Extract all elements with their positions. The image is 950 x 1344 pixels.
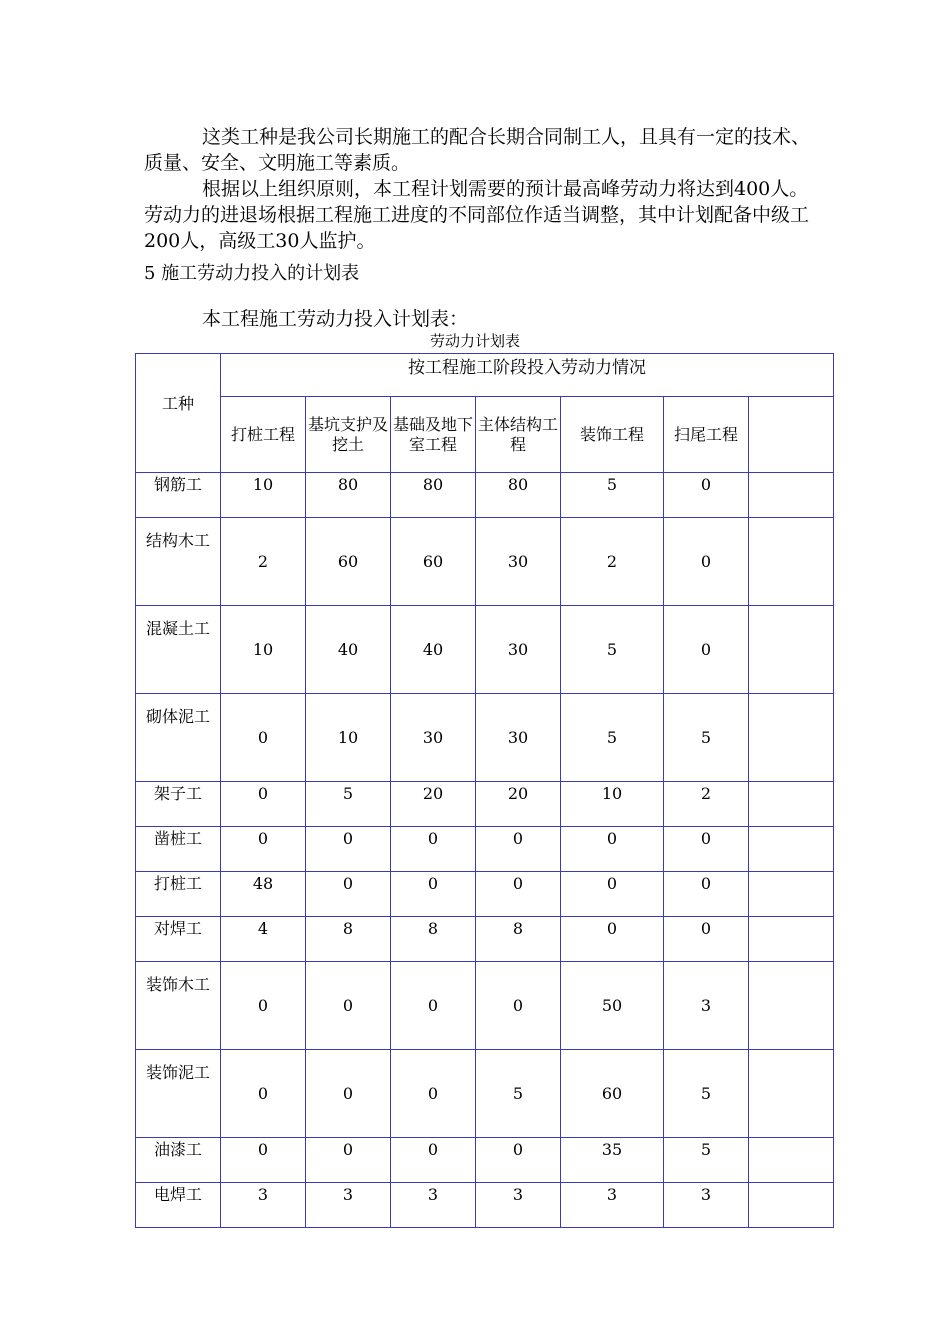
table-row <box>136 1183 834 1228</box>
value-cell: 5 <box>306 782 391 827</box>
value-cell: 30 <box>391 694 476 782</box>
value-cell: 0 <box>664 606 749 694</box>
trade-cell: 装饰木工 <box>136 962 221 1050</box>
table-caption: 劳动力计划表 <box>429 332 520 350</box>
table-row <box>136 694 834 782</box>
value-cell: 0 <box>221 694 306 782</box>
value-cell: 8 <box>476 917 561 962</box>
value-cell: 0 <box>664 827 749 872</box>
value-cell <box>749 473 834 518</box>
value-cell: 0 <box>476 962 561 1050</box>
value-cell <box>749 1050 834 1138</box>
value-cell: 3 <box>221 1183 306 1228</box>
value-cell: 0 <box>391 1050 476 1138</box>
value-cell: 0 <box>221 782 306 827</box>
value-cell: 0 <box>306 1138 391 1183</box>
table-row <box>136 917 834 962</box>
value-cell: 0 <box>561 827 664 872</box>
value-cell: 0 <box>664 872 749 917</box>
value-cell: 0 <box>391 1138 476 1183</box>
value-cell <box>749 694 834 782</box>
value-cell: 3 <box>476 1183 561 1228</box>
value-cell: 5 <box>476 1050 561 1138</box>
value-cell: 30 <box>476 518 561 606</box>
value-cell <box>749 1183 834 1228</box>
value-cell: 5 <box>664 1138 749 1183</box>
value-cell: 0 <box>664 518 749 606</box>
value-cell: 0 <box>306 962 391 1050</box>
value-cell: 20 <box>391 782 476 827</box>
value-cell: 80 <box>476 473 561 518</box>
header-stage: 基坑支护及挖土 <box>306 397 391 473</box>
value-cell <box>749 872 834 917</box>
value-cell: 4 <box>221 917 306 962</box>
value-cell: 20 <box>476 782 561 827</box>
value-cell: 5 <box>561 606 664 694</box>
table-intro: 本工程施工劳动力投入计划表： <box>202 308 469 330</box>
trade-cell: 装饰泥工 <box>136 1050 221 1138</box>
value-cell: 5 <box>561 694 664 782</box>
value-cell: 60 <box>306 518 391 606</box>
value-cell <box>749 606 834 694</box>
value-cell: 40 <box>391 606 476 694</box>
table-row <box>136 606 834 694</box>
value-cell: 80 <box>306 473 391 518</box>
table-row <box>136 518 834 606</box>
value-cell: 8 <box>306 917 391 962</box>
value-cell: 3 <box>664 962 749 1050</box>
table-row <box>136 827 834 872</box>
trade-cell: 打桩工 <box>136 872 221 917</box>
header-stage: 主体结构工程 <box>476 397 561 473</box>
value-cell: 10 <box>221 606 306 694</box>
value-cell: 0 <box>221 1050 306 1138</box>
value-cell <box>749 917 834 962</box>
value-cell: 0 <box>664 917 749 962</box>
value-cell: 80 <box>391 473 476 518</box>
value-cell <box>749 782 834 827</box>
value-cell <box>749 827 834 872</box>
header-stage <box>749 397 834 473</box>
value-cell: 2 <box>221 518 306 606</box>
value-cell: 0 <box>306 872 391 917</box>
value-cell: 3 <box>391 1183 476 1228</box>
value-cell: 0 <box>221 962 306 1050</box>
trade-cell: 钢筋工 <box>136 473 221 518</box>
value-cell: 30 <box>476 694 561 782</box>
value-cell: 60 <box>391 518 476 606</box>
value-cell: 10 <box>561 782 664 827</box>
table-row <box>136 473 834 518</box>
value-cell: 5 <box>664 1050 749 1138</box>
trade-cell: 电焊工 <box>136 1183 221 1228</box>
labor-plan-table <box>135 353 834 1228</box>
value-cell: 5 <box>561 473 664 518</box>
section-title: 5 施工劳动力投入的计划表 <box>144 263 360 284</box>
value-cell: 0 <box>221 827 306 872</box>
table-row <box>136 872 834 917</box>
value-cell <box>749 962 834 1050</box>
header-stage: 打桩工程 <box>221 397 306 473</box>
value-cell: 50 <box>561 962 664 1050</box>
value-cell <box>749 1138 834 1183</box>
table-row <box>136 782 834 827</box>
value-cell: 40 <box>306 606 391 694</box>
value-cell: 3 <box>664 1183 749 1228</box>
value-cell: 0 <box>391 827 476 872</box>
value-cell: 0 <box>476 827 561 872</box>
value-cell: 0 <box>561 917 664 962</box>
trade-cell: 混凝土工 <box>136 606 221 694</box>
value-cell: 0 <box>221 1138 306 1183</box>
header-stage-group: 按工程施工阶段投入劳动力情况 <box>221 354 834 397</box>
header-stage: 扫尾工程 <box>664 397 749 473</box>
value-cell: 30 <box>476 606 561 694</box>
value-cell: 2 <box>561 518 664 606</box>
paragraph-workers-quality: 这类工种是我公司长期施工的配合长期合同制工人，且具有一定的技术、质量、安全、文明施工等素质。 <box>144 126 811 174</box>
value-cell: 0 <box>306 1050 391 1138</box>
table-row <box>136 962 834 1050</box>
value-cell: 10 <box>221 473 306 518</box>
value-cell: 2 <box>664 782 749 827</box>
value-cell: 0 <box>391 962 476 1050</box>
trade-cell: 架子工 <box>136 782 221 827</box>
value-cell: 5 <box>664 694 749 782</box>
header-trade: 工种 <box>136 354 221 473</box>
value-cell: 0 <box>306 827 391 872</box>
value-cell: 0 <box>476 1138 561 1183</box>
header-stage: 装饰工程 <box>561 397 664 473</box>
header-stage: 基础及地下室工程 <box>391 397 476 473</box>
trade-cell: 凿桩工 <box>136 827 221 872</box>
table-row <box>136 1050 834 1138</box>
value-cell: 48 <box>221 872 306 917</box>
value-cell: 0 <box>561 872 664 917</box>
value-cell <box>749 518 834 606</box>
table-row <box>136 1138 834 1183</box>
paragraph-peak-labor: 根据以上组织原则，本工程计划需要的预计最高峰劳动力将达到400人。劳动力的进退场根据工程施工进度的不同部位作适当调整，其中计划配备中级工200人，高级工30人监护。 <box>144 178 810 252</box>
trade-cell: 油漆工 <box>136 1138 221 1183</box>
value-cell: 8 <box>391 917 476 962</box>
value-cell: 60 <box>561 1050 664 1138</box>
value-cell: 0 <box>476 872 561 917</box>
value-cell: 35 <box>561 1138 664 1183</box>
trade-cell: 结构木工 <box>136 518 221 606</box>
value-cell: 3 <box>306 1183 391 1228</box>
trade-cell: 砌体泥工 <box>136 694 221 782</box>
value-cell: 3 <box>561 1183 664 1228</box>
value-cell: 0 <box>664 473 749 518</box>
trade-cell: 对焊工 <box>136 917 221 962</box>
value-cell: 0 <box>391 872 476 917</box>
value-cell: 10 <box>306 694 391 782</box>
